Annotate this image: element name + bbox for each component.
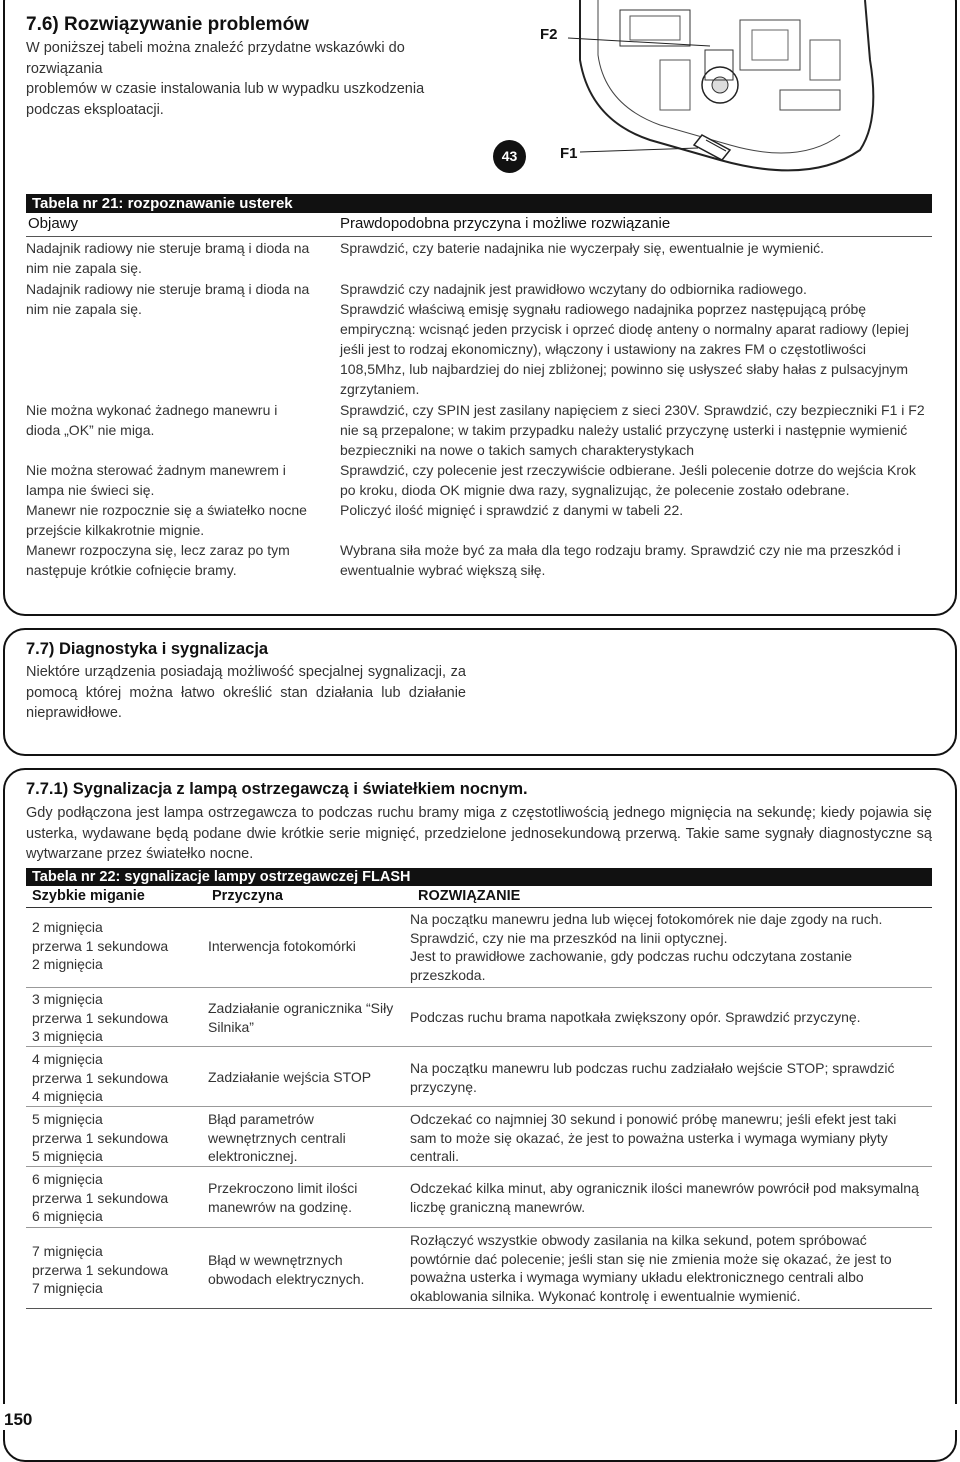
table-22-row-2-cause: Zadziałanie ogranicznika “Siły Silnika” [208, 1000, 394, 1035]
table-21-row-2-symptom: Nadajnik radiowy nie steruje bramą i dioda na nim nie zapala się. [26, 281, 310, 317]
page-number-bg [0, 1404, 960, 1430]
table-21-row-5-symptom: Manewr nie rozpocznie się a światełko nocne przejście kilkakrotnie mignie. [26, 502, 307, 538]
table-22-row-5-solution: Odczekać kilka minut, aby ogranicznik ilości manewrów powrócił pod maksymalną liczbę graniczną manewrów. [410, 1180, 919, 1215]
table-22-row-1-cause: Interwencja fotokomórki [208, 938, 356, 954]
table-21-row-1-solution: Sprawdzić, czy baterie nadajnika nie wyczerpały się, ewentualnie je wymienić. [340, 240, 825, 256]
section-7-6-heading: 7.6) Rozwiązywanie problemów [26, 14, 309, 35]
section-7-7-text: Niektóre urządzenia posiadają możliwość specjalnej sygnalizacji, za pomocą której można łatwo określić stan działania lub działanie nieprawidłowe. [26, 664, 466, 721]
table-22-row-4-cause: Błąd parametrów wewnętrznych centrali elektronicznej. [208, 1111, 346, 1164]
table-21-row-4-symptom: Nie można sterować żadnym manewrem i lampa nie świeci się. [26, 462, 286, 498]
table-22-title: Tabela nr 22: sygnalizacje lampy ostrzegawczej FLASH [26, 868, 932, 886]
table-21-row-6-symptom: Manewr rozpoczyna się, lecz zaraz po tym następuje krótkie cofnięcie bramy. [26, 542, 290, 578]
table-21-row-5-solution: Policzyć ilość mignięć i sprawdzić z danymi w tabeli 22. [340, 502, 684, 518]
page-number: 150 [4, 1410, 33, 1429]
table-22-row-3-cause: Zadziałanie wejścia STOP [208, 1069, 372, 1085]
table-21-header-rule [26, 236, 932, 237]
table-22-row-5-cause: Przekroczono limit ilości manewrów na godzinę. [208, 1180, 358, 1215]
table-22-row-4-flash: 5 mignięcia przerwa 1 sekundowa 5 mignięcia [32, 1111, 169, 1164]
table-21-row-3-solution: Sprawdzić, czy SPIN jest zasilany napięciem z sieci 230V. Sprawdzić, czy bezpieczniki F1 i F2 nie są przepalone; w takim przypadku należy ustalić przyczynę usterki i następnie wymienić bezpieczniki na nowe o takich samych charakterystykach [340, 402, 925, 458]
table-22-col-solution: ROZWIĄZANIE [418, 888, 521, 904]
table-22-col-flash: Szybkie miganie [32, 888, 145, 904]
table-22-row-6-cause: Błąd w wewnętrznych obwodach elektrycznych. [208, 1252, 365, 1287]
section-7-7-1-text: Gdy podłączona jest lampa ostrzegawcza to podczas ruchu bramy miga z częstotliwością jednego mignięcia na sekundę; kiedy pojawia się usterka, wydawane będą podane dwie krótkie serie mignięć, przedzielone jednosekundową przerwą. Takie same sygnały diagnostyczne są wytwarzane przez światełko nocne. [26, 805, 932, 862]
table-22-row-2-flash: 3 mignięcia przerwa 1 sekundowa 3 mignięcia [32, 991, 169, 1044]
section-7-6-intro: W poniższej tabeli można znaleźć przydatne wskazówki do rozwiązania problemów w czasie instalowania lub w wypadku uszkodzenia podczas eksploatacji. [26, 40, 425, 118]
table-22-row-2-solution: Podczas ruchu brama napotkała zwiększony opór. Sprawdzić przyczynę. [410, 1009, 861, 1025]
table-21-row-3-symptom: Nie można wykonać żadnego manewru i dioda „OK” nie miga. [26, 402, 278, 438]
table-22-row-1-solution: Na początku manewru jedna lub więcej fotokomórek nie daje zgody na ruch. Sprawdzić, czy nie ma przeszkód na linii optycznej. Jest to prawidłowe zachowanie, gdy podczas ruchu odczytana zostanie przeszkoda. [410, 911, 883, 983]
table-21-row-6-solution: Wybrana siła może być za mała dla tego rodzaju bramy. Sprawdzić czy nie ma przeszkód i ewentualnie wybrać większą siłę. [340, 542, 901, 578]
table-21-row-2-solution: Sprawdzić czy nadajnik jest prawidłowo wczytany do odbiornika radiowego. Sprawdzić właściwą emisję sygnału radiowego nadajnika poprzez następującą próbę empiryczną: wcisnąć jeden przycisk i oprzeć diodę anteny o normalny aparat radiowy (lepiej jeśli jest to rodzaj ekonomiczny), włączony i ustawiony na zakres FM o częstotliwości 108,5Mhz, lub najbardziej do niej zbliżonej; powinno się usłyszeć słaby hałas z pulsacyjnym zgrzytaniem. [340, 281, 909, 397]
table-22-row-6-solution: Rozłączyć wszystkie obwody zasilania na kilka sekund, potem spróbować powtórnie dać polecenie; jeśli stan się nie zmienia może się okazać, że jest to poważna usterka i wymaga wymiany układu elektronicznego centrali albo okablowania silnika. Wykonać kontrolę i ewentualnie wymienić. [410, 1232, 892, 1304]
table-22-row-1-flash: 2 mignięcia przerwa 1 sekundowa 2 mignięcia [32, 919, 169, 972]
table-21-row-4-solution: Sprawdzić, czy polecenie jest rzeczywiście odbierane. Jeśli polecenie dotrze do wejścia Krok po kroku, dioda OK mignie dwa razy, sygnalizując, że polecenie zostało odebrane. [340, 462, 916, 498]
figure-number-badge: 43 [493, 140, 526, 173]
table-22-row-3-solution: Na początku manewru lub podczas ruchu zadziałało wejście STOP; sprawdzić przyczynę. [410, 1060, 895, 1095]
section-7-7-1-heading: 7.7.1) Sygnalizacja z lampą ostrzegawczą i światełkiem nocnym. [26, 780, 528, 798]
section-7-7-heading: 7.7) Diagnostyka i sygnalizacja [26, 640, 269, 658]
table-22-row-rule-1 [26, 987, 932, 988]
table-22-row-6-flash: 7 mignięcia przerwa 1 sekundowa 7 mignięcia [32, 1243, 169, 1296]
table-21-col-solution: Prawdopodobna przyczyna i możliwe rozwiązanie [340, 215, 671, 232]
table-22-row-rule-2 [26, 1046, 932, 1047]
table-22-bottom-rule [26, 1308, 932, 1309]
table-22-row-rule-5 [26, 1227, 932, 1228]
table-22-row-rule-4 [26, 1166, 932, 1167]
table-22-row-4-solution: Odczekać co najmniej 30 sekund i ponowić próbę manewru; jeśli efekt jest taki sam to może się okazać, że jest to poważna usterka i wymaga wymiany płyty centrali. [410, 1111, 897, 1164]
table-22-row-3-flash: 4 mignięcia przerwa 1 sekundowa 4 mignięcia [32, 1051, 169, 1104]
table-21-title: Tabela nr 21: rozpoznawanie usterek [26, 194, 932, 213]
table-22-header-rule [26, 907, 932, 908]
table-22-col-cause: Przyczyna [212, 888, 283, 904]
label-f2: F2 [540, 26, 558, 43]
label-f1: F1 [560, 145, 578, 162]
table-22-row-rule-3 [26, 1106, 932, 1107]
table-21-col-symptoms: Objawy [28, 215, 79, 232]
table-22-row-5-flash: 6 mignięcia przerwa 1 sekundowa 6 mignięcia [32, 1171, 169, 1224]
table-21-row-1-symptom: Nadajnik radiowy nie steruje bramą i dioda na nim nie zapala się. [26, 240, 310, 276]
